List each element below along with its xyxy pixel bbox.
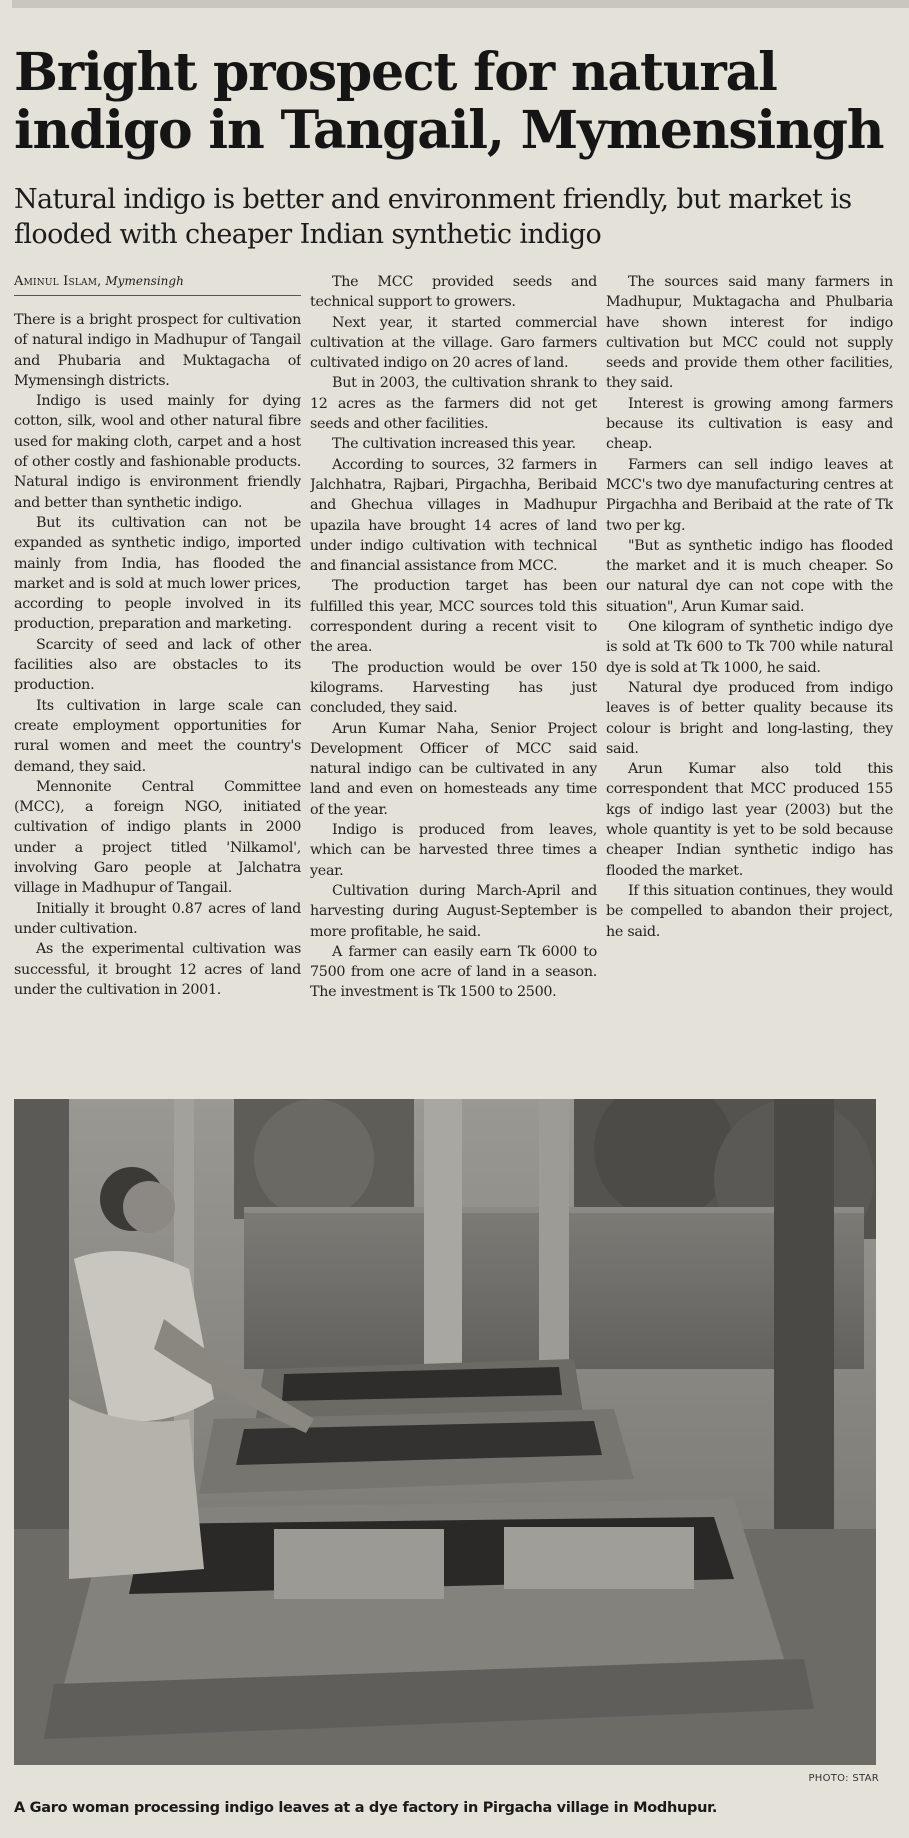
paragraph: The MCC provided seeds and technical support to growers. — [310, 274, 597, 311]
paragraph: Scarcity of seed and lack of other facilities also are obstacles to its production. — [14, 636, 301, 694]
paragraph: As the experimental cultivation was successful, it brought 12 acres of land under the cultivation in 2001. — [14, 941, 301, 998]
byline-place: Mymensingh — [105, 274, 184, 288]
paragraph: Its cultivation in large scale can create employment opportunities for rural women and meet the country's demand, they said. — [14, 697, 301, 775]
paragraph: There is a bright prospect for cultivation of natural indigo in Madhupur of Tangail and Phubaria and Muktagacha of Mymensingh districts. — [14, 312, 301, 389]
paragraph: Farmers can sell indigo leaves at MCC's two dye manufacturing centres at Pirgachha and Beribaid at the rate of Tk two per kg. — [606, 456, 893, 534]
paragraph: Next year, it started commercial cultivation at the village. Garo farmers cultivated indigo on 20 acres of land. — [310, 314, 597, 372]
paragraph: The production would be over 150 kilograms. Harvesting has just concluded, they said. — [310, 659, 597, 717]
headline: Bright prospect for natural indigo in Tangail, Mymensingh — [14, 42, 884, 161]
paragraph: If this situation continues, they would be compelled to abandon their project, he said. — [606, 882, 893, 940]
article-column-3 — [606, 272, 893, 1102]
paragraph: According to sources, 32 farmers in Jalchhatra, Rajbari, Pirgachha, Beribaid and Ghechua villages in Madhupur upazila have brought 14 acres of land under indigo cultivation with technical and financial assistance from MCC. — [310, 456, 597, 575]
top-rule — [12, 0, 909, 8]
paragraph: Indigo is produced from leaves, which can be harvested three times a year. — [310, 822, 597, 879]
photo-illustration — [14, 1099, 876, 1765]
paragraph: Cultivation during March-April and harvesting during August-September is more profitable, he said. — [310, 882, 597, 940]
photo-caption: A Garo woman processing indigo leaves at a dye factory in Pirgacha village in Modhupur. — [14, 1800, 718, 1816]
byline: Aminul Islam, Mymensingh — [14, 273, 301, 296]
paragraph: A farmer can easily earn Tk 6000 to 7500 from one acre of land in a season. The investment is Tk 1500 to 2500. — [310, 943, 597, 1001]
article-column-1 — [14, 310, 301, 1100]
paragraph: The sources said many farmers in Madhupur, Muktagacha and Phulbaria have shown interest for indigo cultivation but MCC could not supply seeds and provide them other facilities, they said. — [606, 274, 893, 392]
paragraph: Mennonite Central Committee (MCC), a foreign NGO, initiated cultivation of indigo plants in 2000 under a project titled 'Nilkamol', involving Garo people at Jalchatra village in Madhupur of Tangail. — [14, 778, 301, 897]
paragraph: The cultivation increased this year. — [332, 436, 576, 453]
news-photo — [14, 1099, 876, 1765]
paragraph: Initially it brought 0.87 acres of land under cultivation. — [14, 900, 301, 937]
subheadline: Natural indigo is better and environment friendly, but market is flooded with cheaper Indian synthetic indigo — [14, 184, 852, 250]
paragraph: Indigo is used mainly for dying cotton, silk, wool and other natural fibre used for making cloth, carpet and a host of other costly and fashionable products. Natural indigo is environment friendly and better than synthetic indigo. — [14, 393, 301, 511]
paragraph: One kilogram of synthetic indigo dye is sold at Tk 600 to Tk 700 while natural dye is sold at Tk 1000, he said. — [606, 619, 893, 676]
paragraph: Arun Kumar Naha, Senior Project Development Officer of MCC said natural indigo can be cultivated in any land and even on homesteads any time of the year. — [310, 720, 597, 818]
byline-author: Aminul Islam — [14, 274, 98, 289]
article-column-2 — [310, 272, 597, 1102]
paragraph: The production target has been fulfilled this year, MCC sources told this correspondent during a recent visit to the area. — [310, 578, 597, 656]
paragraph: Interest is growing among farmers because its cultivation is easy and cheap. — [606, 395, 893, 453]
paragraph: But in 2003, the cultivation shrank to 12 acres as the farmers did not get seeds and other facilities. — [310, 375, 597, 433]
paragraph: Arun Kumar also told this correspondent that MCC produced 155 kgs of indigo last year (2003) but the whole quantity is yet to be sold because cheaper Indian synthetic indigo has flooded the market. — [606, 761, 893, 879]
paragraph: But its cultivation can not be expanded as synthetic indigo, imported mainly from India, has flooded the market and is sold at much lower prices, according to people involved in its production, preparation and marketing. — [14, 514, 301, 633]
photo-credit: PHOTO: STAR — [808, 1773, 879, 1784]
paragraph: Natural dye produced from indigo leaves is of better quality because its colour is bright and long-lasting, they said. — [606, 679, 893, 757]
paragraph: "But as synthetic indigo has flooded the market and it is much cheaper. So our natural dye can not cope with the situation", Arun Kumar said. — [606, 537, 893, 615]
